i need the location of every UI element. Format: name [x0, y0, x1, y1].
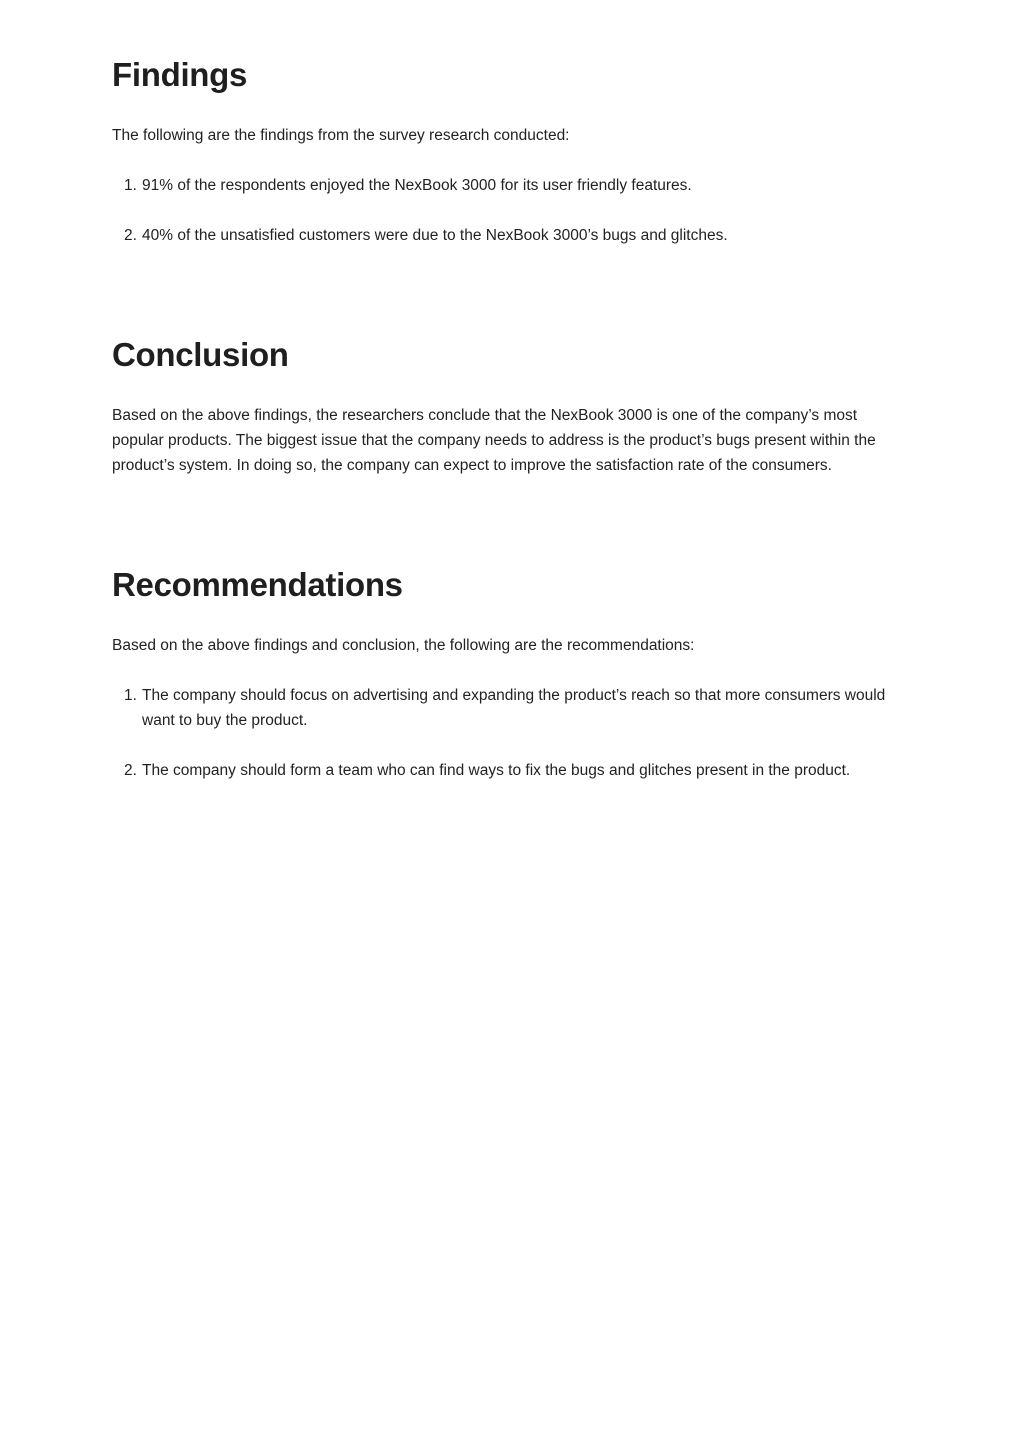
list-item-text: The company should form a team who can find ways to fix the bugs and glitches present in the product.: [142, 762, 851, 779]
recommendations-list: [112, 683, 912, 783]
findings-list-item: [112, 173, 912, 198]
list-item-number: 2.: [124, 227, 137, 244]
findings-section: [112, 55, 912, 248]
recommendations-heading: Recommendations: [112, 566, 403, 603]
findings-list: [112, 173, 912, 248]
conclusion-body: Based on the above findings, the researchers conclude that the NexBook 3000 is one of the company’s most popular products. The biggest issue that the company needs to address is the product’s bugs present within the product’s system. In doing so, the company can expect to improve the satisfaction rate of the consumers.: [112, 407, 876, 474]
findings-list-item: [112, 223, 912, 248]
list-item-number: 1.: [124, 177, 137, 194]
list-item-text: 40% of the unsatisfied customers were due to the NexBook 3000’s bugs and glitches.: [142, 227, 728, 244]
conclusion-section: [112, 335, 912, 478]
findings-heading: Findings: [112, 56, 248, 93]
recommendations-intro: Based on the above findings and conclusion, the following are the recommendations:: [112, 637, 695, 654]
recommendations-section: [112, 565, 912, 783]
list-item-number: 1.: [124, 687, 137, 704]
recommendations-list-item: [112, 758, 912, 783]
recommendations-list-item: [112, 683, 912, 733]
conclusion-heading: Conclusion: [112, 336, 289, 373]
list-item-number: 2.: [124, 762, 137, 779]
findings-intro: The following are the findings from the survey research conducted:: [112, 127, 570, 144]
list-item-text: 91% of the respondents enjoyed the NexBook 3000 for its user friendly features.: [142, 177, 692, 194]
list-item-text: The company should focus on advertising and expanding the product’s reach so that more consumers would want to buy the product.: [142, 687, 886, 729]
